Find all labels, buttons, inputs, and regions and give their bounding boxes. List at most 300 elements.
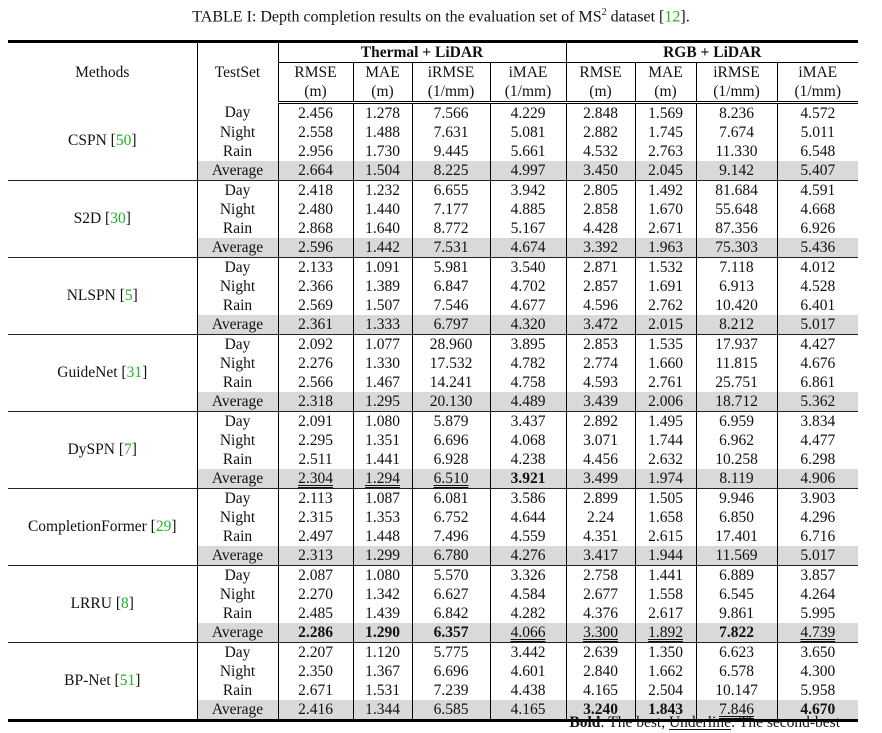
value-cell	[777, 219, 858, 238]
value: 1.299	[365, 546, 400, 564]
value: 5.661	[510, 142, 546, 160]
value-cell	[412, 258, 490, 278]
testset-cell: Average	[197, 546, 278, 566]
citation-link[interactable]: 31	[126, 364, 143, 381]
value: 4.782	[510, 354, 546, 372]
value-cell	[635, 546, 696, 566]
value-cell	[696, 546, 777, 566]
value-cell	[353, 238, 412, 258]
value: 1.441	[365, 450, 400, 468]
value: 1.569	[648, 104, 683, 122]
value-cell	[278, 373, 353, 392]
value-cell	[353, 181, 412, 201]
value: 1.333	[365, 315, 400, 333]
value: 2.511	[298, 450, 333, 468]
value: 6.928	[433, 450, 469, 468]
value-cell	[566, 258, 635, 278]
value-cell	[635, 412, 696, 432]
value-cell	[566, 527, 635, 546]
value-cell	[566, 238, 635, 258]
header-unit: (1/mm)	[412, 82, 490, 103]
value-cell	[566, 181, 635, 201]
value: 3.650	[800, 643, 836, 661]
value-cell	[777, 296, 858, 315]
value: 6.959	[719, 412, 754, 430]
ref-bracket: ]	[132, 287, 138, 304]
testset-cell: Average	[197, 392, 278, 412]
value: 1.351	[365, 431, 400, 449]
testset-cell: Day	[197, 103, 278, 124]
citation-link[interactable]: 7	[124, 441, 132, 458]
value-cell	[635, 238, 696, 258]
value-cell	[696, 123, 777, 142]
value: 3.921	[510, 469, 546, 487]
value: 4.676	[800, 354, 836, 372]
value: 1.744	[648, 431, 683, 449]
value-cell	[696, 566, 777, 586]
value-cell	[635, 469, 696, 489]
value-cell	[635, 258, 696, 278]
value: 5.879	[433, 412, 469, 430]
method-name: GuideNet	[57, 364, 118, 381]
header-metric: RMSE	[566, 63, 635, 83]
value-cell	[777, 315, 858, 335]
value: 4.456	[583, 450, 618, 468]
value: 14.241	[429, 373, 473, 391]
testset-cell: Day	[197, 258, 278, 278]
citation-link[interactable]: 29	[155, 518, 172, 535]
value: 6.962	[719, 431, 754, 449]
value: 6.780	[433, 546, 469, 564]
value: 2.286	[298, 623, 333, 641]
testset-cell: Rain	[197, 142, 278, 161]
value-cell	[696, 681, 777, 700]
value: 2.671	[298, 681, 333, 699]
value: 6.696	[433, 662, 469, 680]
value: 1.120	[365, 643, 400, 661]
value: 1.389	[365, 277, 400, 295]
value: 4.068	[510, 431, 546, 449]
value-cell	[777, 604, 858, 623]
citation-link[interactable]: 8	[120, 595, 129, 612]
value: 2.497	[298, 527, 333, 545]
testset-cell: Average	[197, 238, 278, 258]
value-cell	[777, 161, 858, 181]
value: 4.351	[583, 527, 618, 545]
value: 2.858	[583, 200, 618, 218]
value: 3.300	[583, 623, 618, 641]
value-cell	[566, 450, 635, 469]
value: 1.295	[365, 392, 400, 410]
testset-cell: Day	[197, 643, 278, 663]
value: 28.960	[429, 335, 473, 353]
value: 1.531	[365, 681, 400, 699]
value-cell	[353, 315, 412, 335]
value: 2.632	[648, 450, 683, 468]
value: 2.596	[298, 238, 333, 256]
value: 9.946	[719, 489, 754, 507]
value-cell	[353, 161, 412, 181]
value: 6.623	[719, 643, 754, 661]
value: 2.015	[648, 315, 683, 333]
value: 5.362	[800, 392, 836, 410]
testset-cell: Day	[197, 181, 278, 201]
value-cell	[353, 123, 412, 142]
value: 6.889	[719, 566, 754, 584]
testset-cell: Day	[197, 566, 278, 586]
value-cell	[490, 373, 566, 392]
value: 2.207	[298, 643, 333, 661]
value: 3.392	[583, 238, 618, 256]
value: 7.531	[433, 238, 469, 256]
legend-bold: Bold	[569, 714, 601, 731]
value-cell	[777, 354, 858, 373]
citation-link[interactable]: 5	[124, 287, 133, 304]
value: 4.668	[800, 200, 836, 218]
value-cell	[635, 181, 696, 201]
value-cell	[635, 354, 696, 373]
value: 4.300	[800, 662, 836, 680]
ref-bracket: ]	[128, 595, 134, 612]
ref-bracket: ]	[131, 132, 137, 150]
value: 3.437	[510, 412, 546, 430]
value: 8.236	[719, 104, 754, 122]
value-cell	[353, 450, 412, 469]
testset-cell: Night	[197, 585, 278, 604]
caption-end: ].	[680, 8, 690, 26]
value: 1.974	[648, 469, 683, 487]
value-cell	[353, 354, 412, 373]
method-name: BP-Net	[64, 672, 111, 689]
value-cell	[490, 392, 566, 412]
value-cell	[566, 354, 635, 373]
testset-cell: Rain	[197, 681, 278, 700]
method-name-cell	[8, 489, 197, 566]
value: 2.848	[583, 104, 618, 122]
header-unit: (m)	[278, 82, 353, 103]
value-cell	[353, 392, 412, 412]
value-cell	[777, 527, 858, 546]
value-cell	[490, 277, 566, 296]
value: 2.133	[298, 258, 333, 276]
ref-bracket: ]	[135, 672, 141, 689]
value: 1.730	[365, 142, 400, 160]
testset-cell: Night	[197, 508, 278, 527]
value-cell	[635, 219, 696, 238]
value-cell	[696, 103, 777, 124]
value: 6.861	[800, 373, 836, 391]
value: 11.815	[715, 354, 758, 372]
value: 6.627	[433, 585, 469, 603]
value: 2.615	[648, 527, 683, 545]
value-cell	[412, 431, 490, 450]
table-row	[8, 181, 858, 201]
value: 4.438	[510, 681, 546, 699]
value: 7.674	[719, 123, 754, 141]
value-cell	[353, 373, 412, 392]
header-group-rgb: RGB + LiDAR	[566, 42, 858, 63]
value-cell	[490, 431, 566, 450]
value: 8.772	[433, 219, 469, 237]
value-cell	[635, 604, 696, 623]
value-cell	[278, 527, 353, 546]
testset-cell: Night	[197, 354, 278, 373]
value: 2.774	[583, 354, 618, 372]
value-cell	[777, 258, 858, 278]
value: 4.066	[510, 623, 546, 641]
value: 2.569	[298, 296, 333, 314]
value-cell	[566, 161, 635, 181]
value: 3.326	[510, 566, 546, 584]
value: 2.24	[586, 508, 615, 526]
value-cell	[412, 527, 490, 546]
value-cell	[353, 623, 412, 643]
table-row	[8, 335, 858, 355]
ref-bracket: [	[146, 518, 156, 535]
value: 2.350	[298, 662, 333, 680]
value-cell	[490, 238, 566, 258]
value-cell	[490, 315, 566, 335]
value: 4.296	[800, 508, 836, 526]
value-cell	[412, 200, 490, 219]
value: 5.775	[433, 643, 469, 661]
value-cell	[777, 623, 858, 643]
value-cell	[490, 354, 566, 373]
value-cell	[566, 392, 635, 412]
value: 6.357	[433, 623, 469, 641]
value: 3.857	[800, 566, 836, 584]
ref-bracket: [	[114, 441, 124, 458]
ref-bracket: ]	[125, 210, 131, 227]
value: 7.496	[433, 527, 469, 545]
value: 4.644	[510, 508, 546, 526]
value-cell	[278, 662, 353, 681]
value: 2.840	[583, 662, 618, 680]
citation-link[interactable]: 50	[115, 132, 132, 150]
value: 1.670	[648, 200, 683, 218]
header-unit: (1/mm)	[696, 82, 777, 103]
value-cell	[696, 277, 777, 296]
value-cell	[412, 373, 490, 392]
testset-cell: Night	[197, 123, 278, 142]
citation-link[interactable]: 12	[664, 8, 681, 26]
results-table	[8, 40, 858, 722]
value: 4.428	[583, 219, 618, 237]
value-cell	[696, 161, 777, 181]
value: 9.142	[719, 161, 754, 179]
legend-underline-text: : The second-best	[730, 714, 840, 731]
value-cell	[696, 585, 777, 604]
value: 2.956	[298, 142, 333, 160]
value-cell	[696, 142, 777, 161]
value: 3.417	[583, 546, 618, 564]
value-cell	[278, 219, 353, 238]
value: 2.318	[298, 392, 333, 410]
method-name-cell	[8, 412, 197, 489]
table-caption	[0, 7, 882, 26]
value: 1.290	[365, 623, 400, 641]
value-cell	[777, 335, 858, 355]
value-cell	[777, 643, 858, 663]
value-cell	[278, 258, 353, 278]
header-metric: iRMSE	[412, 63, 490, 83]
value-cell	[566, 662, 635, 681]
value-cell	[777, 662, 858, 681]
header-group-thermal: Thermal + LiDAR	[278, 42, 566, 63]
value: 5.958	[800, 681, 836, 699]
value-cell	[490, 546, 566, 566]
value: 1.294	[365, 469, 400, 487]
value: 1.745	[648, 123, 683, 141]
value-cell	[566, 103, 635, 124]
value: 1.344	[365, 700, 400, 718]
value-cell	[412, 643, 490, 663]
testset-cell: Average	[197, 700, 278, 721]
value: 4.229	[510, 104, 546, 122]
value-cell	[566, 142, 635, 161]
value-cell	[635, 681, 696, 700]
value-cell	[278, 412, 353, 432]
testset-cell: Night	[197, 277, 278, 296]
method-name-cell	[8, 103, 197, 181]
value-cell	[412, 238, 490, 258]
value: 6.545	[719, 585, 754, 603]
value: 2.006	[648, 392, 683, 410]
value: 4.572	[800, 104, 836, 122]
value: 1.467	[365, 373, 400, 391]
value-cell	[566, 623, 635, 643]
value-cell	[635, 450, 696, 469]
value: 1.080	[365, 566, 400, 584]
value: 2.270	[298, 585, 333, 603]
value-cell	[412, 142, 490, 161]
value: 2.366	[298, 277, 333, 295]
value-cell	[490, 200, 566, 219]
value-cell	[278, 681, 353, 700]
testset-cell: Rain	[197, 219, 278, 238]
value: 1.439	[365, 604, 400, 622]
value: 5.407	[800, 161, 836, 179]
value: 7.118	[719, 258, 754, 276]
value-cell	[635, 508, 696, 527]
value: 1.080	[365, 412, 400, 430]
value-cell	[566, 508, 635, 527]
value: 1.532	[648, 258, 683, 276]
value: 1.077	[365, 335, 400, 353]
value-cell	[353, 508, 412, 527]
value: 1.278	[365, 104, 400, 122]
value-cell	[566, 123, 635, 142]
value-cell	[635, 527, 696, 546]
testset-cell: Day	[197, 335, 278, 355]
value: 2.671	[648, 219, 683, 237]
value-cell	[635, 103, 696, 124]
value: 17.401	[715, 527, 758, 545]
value-cell	[278, 450, 353, 469]
caption-superscript: 2	[601, 7, 607, 18]
value-cell	[490, 585, 566, 604]
value: 3.586	[510, 489, 546, 507]
value-cell	[412, 296, 490, 315]
value: 4.593	[583, 373, 618, 391]
value: 4.276	[510, 546, 546, 564]
value: 2.480	[298, 200, 333, 218]
value: 1.091	[365, 258, 400, 276]
value-cell	[412, 181, 490, 201]
value: 7.546	[433, 296, 469, 314]
value-cell	[777, 546, 858, 566]
value: 2.871	[583, 258, 618, 276]
value-cell	[566, 373, 635, 392]
value: 6.696	[433, 431, 469, 449]
value-cell	[278, 354, 353, 373]
value-cell	[566, 431, 635, 450]
value-cell	[696, 662, 777, 681]
citation-link[interactable]: 51	[119, 672, 136, 689]
value: 55.648	[715, 200, 758, 218]
value-cell	[490, 700, 566, 721]
value-cell	[490, 662, 566, 681]
value-cell	[353, 527, 412, 546]
header-unit: (1/mm)	[777, 82, 858, 103]
value-cell	[278, 546, 353, 566]
value: 4.702	[510, 277, 546, 295]
value: 11.330	[715, 142, 758, 160]
header-metric: iMAE	[490, 63, 566, 83]
value: 87.356	[715, 219, 758, 237]
citation-link[interactable]: 30	[110, 210, 126, 227]
value: 3.442	[510, 643, 546, 661]
value: 1.507	[365, 296, 400, 314]
value: 4.601	[510, 662, 546, 680]
value: 2.805	[583, 181, 618, 199]
value: 4.320	[510, 315, 546, 333]
value: 4.596	[583, 296, 618, 314]
value: 1.658	[648, 508, 683, 526]
value: 6.842	[433, 604, 469, 622]
value: 2.091	[298, 412, 333, 430]
value-cell	[412, 315, 490, 335]
value-cell	[566, 200, 635, 219]
value-cell	[696, 508, 777, 527]
value-cell	[412, 585, 490, 604]
value-cell	[412, 662, 490, 681]
value-cell	[777, 103, 858, 124]
value: 2.853	[583, 335, 618, 353]
value: 3.903	[800, 489, 836, 507]
method-name-cell	[8, 335, 197, 412]
table-row	[8, 643, 858, 663]
value-cell	[696, 258, 777, 278]
value-cell	[278, 566, 353, 586]
value: 25.751	[715, 373, 758, 391]
header-unit: (1/mm)	[490, 82, 566, 103]
value-cell	[777, 681, 858, 700]
value: 2.763	[648, 142, 683, 160]
value-cell	[353, 296, 412, 315]
value-cell	[696, 412, 777, 432]
value-cell	[278, 161, 353, 181]
value-cell	[777, 181, 858, 201]
testset-cell: Day	[197, 489, 278, 509]
value-cell	[353, 258, 412, 278]
value-cell	[635, 373, 696, 392]
value-cell	[777, 489, 858, 509]
value: 5.011	[800, 123, 835, 141]
value: 1.367	[365, 662, 400, 680]
value: 6.548	[800, 142, 836, 160]
value-cell	[490, 219, 566, 238]
